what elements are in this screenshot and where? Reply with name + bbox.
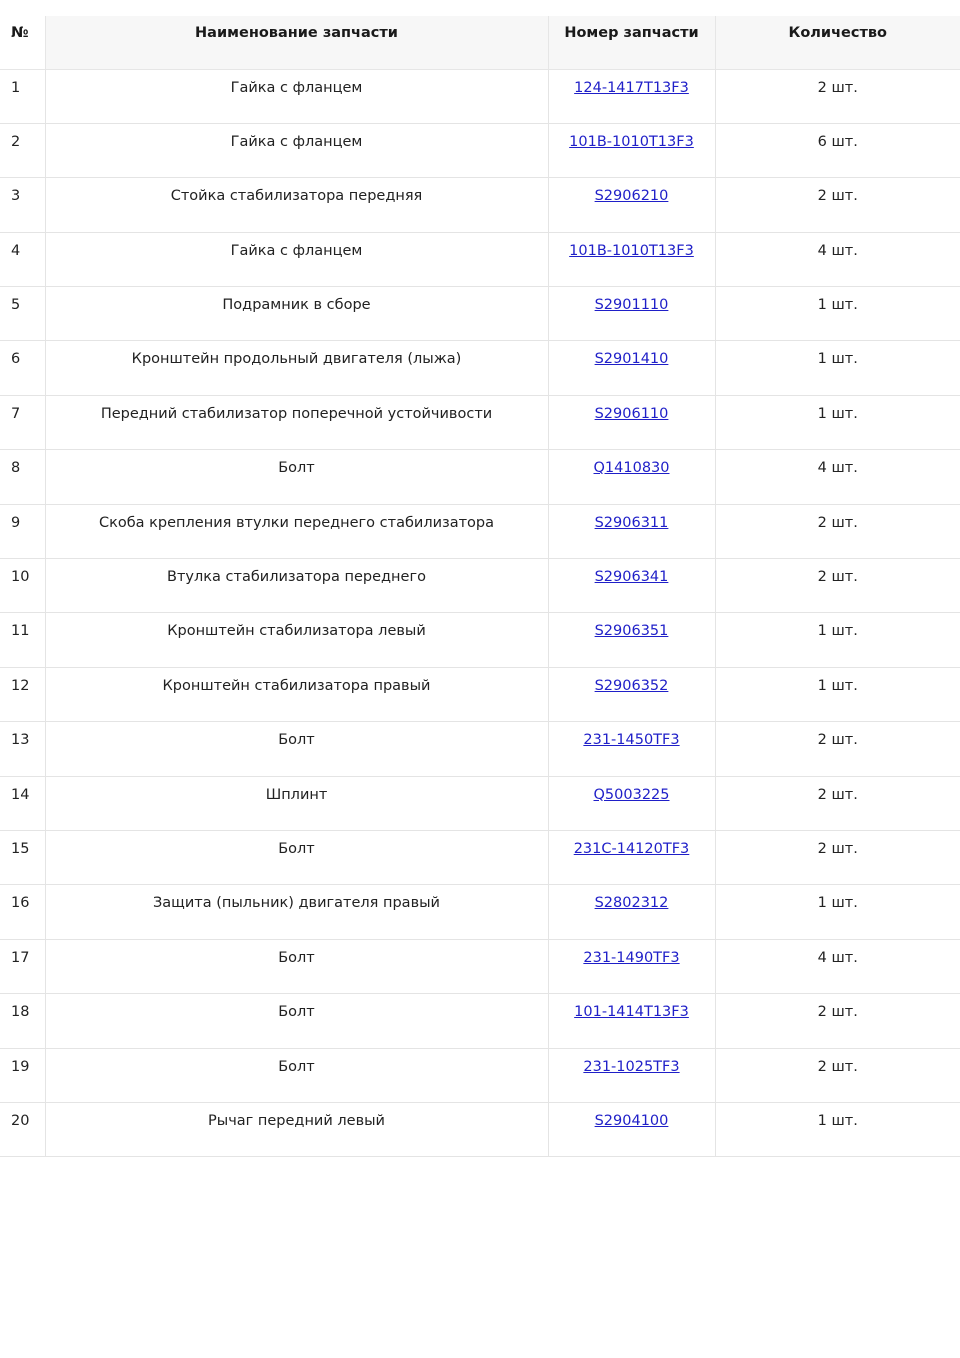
quantity: 4 шт. <box>715 939 960 993</box>
table-header <box>0 16 960 69</box>
quantity: 2 шт. <box>715 69 960 123</box>
row-number: 6 <box>0 341 45 395</box>
table-row <box>0 450 960 504</box>
table-row <box>0 667 960 721</box>
table-row <box>0 287 960 341</box>
quantity: 1 шт. <box>715 667 960 721</box>
part-name: Гайка с фланцем <box>45 69 548 123</box>
part-name: Стойка стабилизатора передняя <box>45 178 548 232</box>
part-number-link[interactable]: 231C-14120TF3 <box>573 840 690 857</box>
part-number-cell <box>548 667 715 721</box>
quantity: 2 шт. <box>715 994 960 1048</box>
table-row <box>0 885 960 939</box>
part-number-cell <box>548 613 715 667</box>
table-row <box>0 232 960 286</box>
part-number-link[interactable]: 231-1025TF3 <box>583 1058 680 1075</box>
row-number: 19 <box>0 1048 45 1102</box>
header-quantity: Количество <box>715 16 960 69</box>
row-number: 8 <box>0 450 45 504</box>
row-number: 12 <box>0 667 45 721</box>
table-row <box>0 1102 960 1156</box>
table-row <box>0 178 960 232</box>
part-number-cell <box>548 178 715 232</box>
table-body <box>0 69 960 1157</box>
row-number: 4 <box>0 232 45 286</box>
row-number: 20 <box>0 1102 45 1156</box>
part-number-cell <box>548 994 715 1048</box>
row-number: 15 <box>0 830 45 884</box>
part-name: Болт <box>45 722 548 776</box>
part-number-link[interactable]: 231-1490TF3 <box>583 949 680 966</box>
part-number-link[interactable]: 101-1414T13F3 <box>574 1004 689 1021</box>
quantity: 1 шт. <box>715 341 960 395</box>
part-number-link[interactable]: S2802312 <box>594 895 669 912</box>
header-row <box>0 16 960 69</box>
table-row <box>0 830 960 884</box>
part-number-link[interactable]: S2906351 <box>594 623 669 640</box>
part-name: Передний стабилизатор поперечной устойчивости <box>45 395 548 449</box>
part-number-cell <box>548 450 715 504</box>
part-number-link[interactable]: S2904100 <box>594 1112 669 1129</box>
row-number: 5 <box>0 287 45 341</box>
header-part-number: Номер запчасти <box>548 16 715 69</box>
part-number-cell <box>548 123 715 177</box>
part-number-cell <box>548 287 715 341</box>
table-row <box>0 776 960 830</box>
quantity: 1 шт. <box>715 395 960 449</box>
part-number-link[interactable]: Q1410830 <box>593 460 670 477</box>
row-number: 9 <box>0 504 45 558</box>
row-number: 11 <box>0 613 45 667</box>
table-row <box>0 613 960 667</box>
row-number: 17 <box>0 939 45 993</box>
table-row <box>0 123 960 177</box>
part-number-cell <box>548 722 715 776</box>
part-name: Подрамник в сборе <box>45 287 548 341</box>
part-number-cell <box>548 1048 715 1102</box>
table-row <box>0 994 960 1048</box>
quantity: 1 шт. <box>715 613 960 667</box>
quantity: 1 шт. <box>715 1102 960 1156</box>
table-row <box>0 504 960 558</box>
quantity: 2 шт. <box>715 559 960 613</box>
parts-table <box>0 16 960 1157</box>
part-name: Рычаг передний левый <box>45 1102 548 1156</box>
part-number-link[interactable]: 231-1450TF3 <box>583 732 680 749</box>
part-number-link[interactable]: 101B-1010T13F3 <box>569 133 694 150</box>
part-name: Кронштейн стабилизатора правый <box>45 667 548 721</box>
header-part-name: Наименование запчасти <box>45 16 548 69</box>
part-number-link[interactable]: S2901410 <box>594 351 669 368</box>
part-number-cell <box>548 395 715 449</box>
part-name: Болт <box>45 450 548 504</box>
part-name: Болт <box>45 1048 548 1102</box>
part-number-cell <box>548 559 715 613</box>
part-number-link[interactable]: S2906210 <box>594 188 669 205</box>
part-number-cell <box>548 341 715 395</box>
quantity: 1 шт. <box>715 287 960 341</box>
part-name: Кронштейн продольный двигателя (лыжа) <box>45 341 548 395</box>
row-number: 7 <box>0 395 45 449</box>
quantity: 2 шт. <box>715 504 960 558</box>
table-row <box>0 939 960 993</box>
part-number-cell <box>548 776 715 830</box>
part-name: Гайка с фланцем <box>45 123 548 177</box>
part-number-link[interactable]: 124-1417T13F3 <box>574 79 689 96</box>
part-number-cell <box>548 939 715 993</box>
part-number-cell <box>548 232 715 286</box>
table-row <box>0 69 960 123</box>
quantity: 4 шт. <box>715 232 960 286</box>
table-row <box>0 722 960 776</box>
header-number: № <box>0 16 45 69</box>
quantity: 2 шт. <box>715 1048 960 1102</box>
row-number: 13 <box>0 722 45 776</box>
row-number: 3 <box>0 178 45 232</box>
part-name: Втулка стабилизатора переднего <box>45 559 548 613</box>
table-row <box>0 395 960 449</box>
part-number-cell <box>548 504 715 558</box>
part-name: Болт <box>45 994 548 1048</box>
row-number: 1 <box>0 69 45 123</box>
quantity: 2 шт. <box>715 178 960 232</box>
part-number-link[interactable]: S2901110 <box>594 297 669 314</box>
row-number: 10 <box>0 559 45 613</box>
quantity: 2 шт. <box>715 830 960 884</box>
quantity: 4 шт. <box>715 450 960 504</box>
part-name: Шплинт <box>45 776 548 830</box>
table-row <box>0 559 960 613</box>
part-name: Гайка с фланцем <box>45 232 548 286</box>
part-number-cell <box>548 69 715 123</box>
part-number-link[interactable]: S2906341 <box>594 569 669 586</box>
part-number-link[interactable]: S2906311 <box>594 514 669 531</box>
part-number-link[interactable]: S2906352 <box>594 677 669 694</box>
quantity: 6 шт. <box>715 123 960 177</box>
part-number-link[interactable]: Q5003225 <box>593 786 670 803</box>
part-name: Болт <box>45 939 548 993</box>
quantity: 1 шт. <box>715 885 960 939</box>
table-row <box>0 1048 960 1102</box>
row-number: 16 <box>0 885 45 939</box>
row-number: 14 <box>0 776 45 830</box>
part-number-link[interactable]: 101B-1010T13F3 <box>569 242 694 259</box>
quantity: 2 шт. <box>715 722 960 776</box>
part-name: Скоба крепления втулки переднего стабилизатора <box>45 504 548 558</box>
part-number-cell <box>548 885 715 939</box>
part-number-cell <box>548 1102 715 1156</box>
part-name: Болт <box>45 830 548 884</box>
part-number-cell <box>548 830 715 884</box>
row-number: 2 <box>0 123 45 177</box>
row-number: 18 <box>0 994 45 1048</box>
part-name: Кронштейн стабилизатора левый <box>45 613 548 667</box>
quantity: 2 шт. <box>715 776 960 830</box>
part-name: Защита (пыльник) двигателя правый <box>45 885 548 939</box>
table-row <box>0 341 960 395</box>
part-number-link[interactable]: S2906110 <box>594 405 669 422</box>
